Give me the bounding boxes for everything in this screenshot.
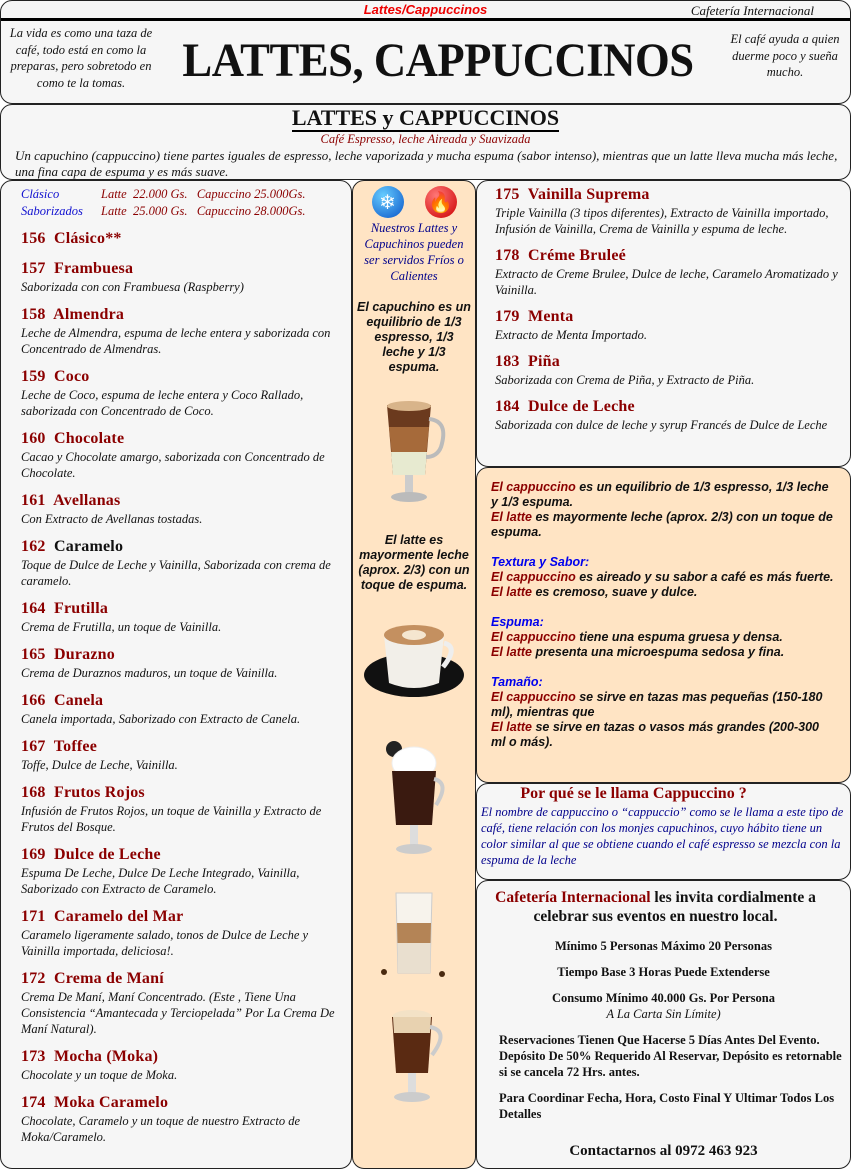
item-name: Coco <box>54 368 90 385</box>
menu-item <box>495 352 850 388</box>
item-number: 184 <box>495 398 520 415</box>
item-description: Saborizada con con Frambuesa (Raspberry) <box>21 280 244 294</box>
why-title: Por qué se le llama Cappuccino ? <box>520 785 747 802</box>
top-bar <box>1 1 850 21</box>
events-brand: Cafetería Internacional <box>495 889 651 906</box>
intro-section <box>0 104 851 180</box>
item-name: Mocha (Moka) <box>54 1048 159 1065</box>
item-description: Infusión de Frutos Rojos, un toque de Vainilla y Extracto de Frutos del Bosque. <box>21 804 322 834</box>
item-name: Frutos Rojos <box>54 784 145 801</box>
item-description: Saborizada con Crema de Piña, y Extracto de Piña. <box>495 373 755 387</box>
item-name: Vainilla Suprema <box>527 186 650 203</box>
menu-item-title <box>21 783 351 803</box>
item-name: Frambuesa <box>54 260 134 277</box>
item-description: Leche de Almendra, espuma de leche entera y saborizada con Concentrado de Almendras. <box>21 326 331 356</box>
menu-item-title <box>21 907 351 927</box>
item-description: Canela importada, Saborizado con Extracto de Canela. <box>21 712 301 726</box>
item-number: 175 <box>495 186 520 203</box>
item-name: Toffee <box>53 738 97 755</box>
menu-item-title <box>21 305 351 325</box>
menu-item <box>21 429 351 481</box>
layered-latte-image <box>374 888 454 983</box>
menu-item-title <box>21 491 351 511</box>
section-heading: Espuma: <box>491 615 544 629</box>
menu-item-title <box>21 1047 351 1067</box>
item-number: 156 <box>21 230 46 247</box>
menu-list <box>495 185 850 433</box>
events-coordinate: Para Coordinar Fecha, Hora, Costo Final Y Ultimar Todos Los Detalles <box>499 1091 835 1121</box>
menu-item <box>21 229 351 249</box>
item-name: Piña <box>528 353 560 370</box>
comparison-text: tiene una espuma gruesa y densa. <box>575 630 783 644</box>
latte-glass-image <box>369 397 459 517</box>
events-carta: A La Carta Sin Límite) <box>606 1007 721 1021</box>
latte-note: El latte es mayormente leche (aprox. 2/3) con un toque de espuma. <box>358 533 470 592</box>
cappuccino-label: El cappuccino <box>491 630 576 644</box>
section-heading: Textura y Sabor: <box>491 555 590 569</box>
item-number: 167 <box>21 738 46 755</box>
item-description: Caramelo ligeramente salado, tonos de Dulce de Leche y Vainilla importada, deliciosa!. <box>21 928 309 958</box>
latte-price: Latte 25.000 Gs. <box>101 204 188 218</box>
item-description: Crema De Maní, Maní Concentrado. (Este , Tiene Una Consistencia “Amantecada y Terciopelada” Por La Crema De Maní Natural). <box>21 990 335 1036</box>
comparison-text: se sirve en tazas mas pequeñas (150-180 ml), mientras que <box>491 690 823 719</box>
menu-item-title <box>21 969 351 989</box>
comparison-text: es mayormente leche (aprox. 2/3) con un toque de espuma. <box>491 510 833 539</box>
item-name: Chocolate <box>54 430 125 447</box>
item-number: 159 <box>21 368 46 385</box>
events-heading <box>477 888 850 926</box>
item-description: Extracto de Creme Brulee, Dulce de leche, Caramelo Aromatizado y Vainilla. <box>495 267 838 297</box>
latte-label: El latte <box>491 510 532 524</box>
item-name: Crema de Maní <box>54 970 164 987</box>
menu-item <box>495 246 850 298</box>
comparison-box <box>476 467 851 783</box>
item-name: Caramelo del Mar <box>54 908 184 925</box>
menu-item-title <box>21 229 351 249</box>
menu-item <box>21 907 351 959</box>
item-description: Saborizada con dulce de leche y syrup Francés de Dulce de Leche <box>495 418 828 432</box>
menu-item <box>21 537 351 589</box>
left-menu-column <box>0 180 352 1169</box>
item-name: Avellanas <box>53 492 121 509</box>
events-box <box>476 880 851 1169</box>
item-description: Triple Vainilla (3 tipos diferentes), Extracto de Vainilla importado, Infusión de Vainilla, Crema de Vainilla y espuma de leche. <box>495 206 829 236</box>
item-description: Crema de Frutilla, un toque de Vainilla. <box>21 620 222 634</box>
menu-item <box>495 185 850 237</box>
item-description: Leche de Coco, espuma de leche entera y Coco Rallado, saborizada con Concentrado de Coco. <box>21 388 304 418</box>
menu-item-title <box>21 1093 351 1113</box>
item-description: Chocolate, Caramelo y un toque de nuestro Extracto de Moka/Caramelo. <box>21 1114 300 1144</box>
events-capacity: Mínimo 5 Personas Máximo 20 Personas <box>555 939 772 953</box>
price-row <box>21 203 351 220</box>
menu-item-title <box>21 737 351 757</box>
menu-item <box>21 691 351 727</box>
menu-item <box>21 1047 351 1083</box>
item-name: Caramelo <box>54 538 124 555</box>
menu-item <box>495 397 850 433</box>
quote-right: El café ayuda a quien duerme poco y sueña mucho. <box>730 32 840 79</box>
item-name: Frutilla <box>54 600 109 617</box>
item-description: Toffe, Dulce de Leche, Vainilla. <box>21 758 178 772</box>
item-number: 158 <box>21 306 46 323</box>
item-description: Cacao y Chocolate amargo, saborizada con Concentrado de Chocolate. <box>21 450 325 480</box>
latte-price: Latte 22.000 Gs. <box>101 187 188 201</box>
menu-item-title <box>495 185 850 205</box>
comparison-text: presenta una microespuma sedosa y fina. <box>532 645 785 659</box>
item-number: 173 <box>21 1048 46 1065</box>
menu-item <box>21 783 351 835</box>
cappuccino-label: El cappuccino <box>491 690 576 704</box>
comparison-text: se sirve en tazas o vasos más grandes (200-300 ml o más). <box>491 720 819 749</box>
item-name: Dulce de Leche <box>528 398 635 415</box>
item-description: Espuma De Leche, Dulce De Leche Integrado, Vainilla, Saborizado con Extracto de Caramelo. <box>21 866 300 896</box>
menu-item-title <box>495 352 850 372</box>
menu-item-title <box>21 537 351 557</box>
fire-icon: 🔥 <box>425 186 457 218</box>
menu-item <box>21 599 351 635</box>
menu-item <box>495 307 850 343</box>
mocha-glass-image <box>374 735 454 860</box>
menu-item-title <box>21 599 351 619</box>
menu-item-title <box>495 307 850 327</box>
events-reservations: Reservaciones Tienen Que Hacerse 5 Días Antes Del Evento. Depósito De 50% Requerido Al Reservar, Depósito es retornable si se cancela 72 Hrs. antes. <box>499 1033 842 1079</box>
item-number: 169 <box>21 846 46 863</box>
item-number: 171 <box>21 908 46 925</box>
item-number: 162 <box>21 538 46 555</box>
item-number: 168 <box>21 784 46 801</box>
page-title: LATTES, CAPPUCCINOS <box>182 34 694 87</box>
right-menu-column <box>476 180 851 467</box>
item-name: Clásico** <box>54 230 122 247</box>
item-number: 178 <box>495 247 520 264</box>
menu-item-title <box>21 259 351 279</box>
menu-item <box>21 1093 351 1145</box>
item-description: Extracto de Menta Importado. <box>495 328 648 342</box>
item-number: 161 <box>21 492 46 509</box>
brand-name: Cafetería Internacional <box>690 3 814 18</box>
latte-label: El latte <box>491 585 532 599</box>
item-description: Crema de Duraznos maduros, un toque de Vainilla. <box>21 666 278 680</box>
menu-item <box>21 737 351 773</box>
item-number: 174 <box>21 1094 46 1111</box>
comparison-text: es un equilibrio de 1/3 espresso, 1/3 leche y 1/3 espuma. <box>491 480 829 509</box>
quote-left: La vida es como una taza de café, todo está en como la preparas, pero sobretodo en como te la tomas. <box>9 26 153 90</box>
intro-text: Un capuchino (cappuccino) tiene partes iguales de espresso, leche vaporizada y mucha espuma (sabor intenso), mientras que un latte lleva mucha más leche, una fina capa de espuma y es más suave. <box>15 148 838 179</box>
menu-item-title <box>495 246 850 266</box>
section-heading: Tamaño: <box>491 675 543 689</box>
events-invite: les invita cordialmente a celebrar sus eventos en nuestro local. <box>533 889 816 925</box>
cappuccino-label: El cappuccino <box>491 570 576 584</box>
top-label: Lattes/Cappuccinos <box>363 2 488 17</box>
item-name: Almendra <box>53 306 125 323</box>
item-description: Chocolate y un toque de Moka. <box>21 1068 178 1082</box>
menu-item <box>21 845 351 897</box>
menu-item <box>21 969 351 1037</box>
price-row <box>21 186 351 203</box>
item-description: Toque de Dulce de Leche y Vainilla, Saborizada con crema de caramelo. <box>21 558 331 588</box>
item-number: 157 <box>21 260 46 277</box>
item-name: Menta <box>528 308 574 325</box>
menu-item <box>21 367 351 419</box>
intro-title: LATTES y CAPPUCCINOS <box>291 105 560 130</box>
comparison-text: es aireado y su sabor a café es más fuerte. <box>575 570 834 584</box>
header <box>0 0 851 104</box>
events-time: Tiempo Base 3 Horas Puede Extenderse <box>557 965 770 979</box>
latte-label: El latte <box>491 645 532 659</box>
menu-item <box>21 259 351 295</box>
item-number: 160 <box>21 430 46 447</box>
menu-item <box>21 645 351 681</box>
cappuccino-price: Capuccino 28.000Gs. <box>196 204 306 218</box>
item-number: 166 <box>21 692 46 709</box>
irish-coffee-image <box>374 1003 454 1113</box>
item-name: Durazno <box>54 646 115 663</box>
menu-item <box>21 491 351 527</box>
menu-item-title <box>495 397 850 417</box>
menu-item-title <box>21 845 351 865</box>
intro-subtitle: Café Espresso, leche Aireada y Suavizada <box>320 132 531 146</box>
latte-label: El latte <box>491 720 532 734</box>
cappuccino-note: El capuchino es un equilibrio de 1/3 espresso, 1/3 leche y 1/3 espuma. <box>357 300 471 374</box>
menu-item-title <box>21 645 351 665</box>
price-label: Saborizados <box>21 204 83 218</box>
events-contact: Contactarnos al 0972 463 923 <box>569 1143 758 1159</box>
item-name: Dulce de Leche <box>54 846 161 863</box>
menu-item-title <box>21 429 351 449</box>
item-description: Con Extracto de Avellanas tostadas. <box>21 512 203 526</box>
middle-column <box>352 180 476 1169</box>
cappuccino-label: El cappuccino <box>491 480 576 494</box>
cappuccino-cup-image <box>359 615 469 705</box>
item-number: 164 <box>21 600 46 617</box>
why-text: El nombre de cappuccino o “cappuccio” como se le llama a este tipo de café, tiene relación con los monjes capuchinos, cuyo hábito tiene un color similar al que se obtiene cuando el café espresso se mezcla con la espuma de la leche <box>481 805 844 867</box>
price-label: Clásico <box>21 187 60 201</box>
menu-list <box>21 229 351 1145</box>
item-number: 183 <box>495 353 520 370</box>
snowflake-icon: ❄ <box>372 186 404 218</box>
comparison-text: es cremoso, suave y dulce. <box>532 585 698 599</box>
menu-item <box>21 305 351 357</box>
events-consumo: Consumo Mínimo 40.000 Gs. Por Persona <box>551 991 776 1005</box>
why-cappuccino-box <box>476 783 851 880</box>
menu-item-title <box>21 691 351 711</box>
item-number: 165 <box>21 646 46 663</box>
item-name: Moka Caramelo <box>54 1094 169 1111</box>
item-number: 172 <box>21 970 46 987</box>
menu-item-title <box>21 367 351 387</box>
cappuccino-price: Capuccino 25.000Gs. <box>196 187 306 201</box>
item-name: Créme Bruleé <box>528 247 626 264</box>
served-note: Nuestros Lattes y Capuchinos pueden ser servidos Fríos o Calientes <box>364 221 464 283</box>
item-number: 179 <box>495 308 520 325</box>
item-name: Canela <box>54 692 104 709</box>
